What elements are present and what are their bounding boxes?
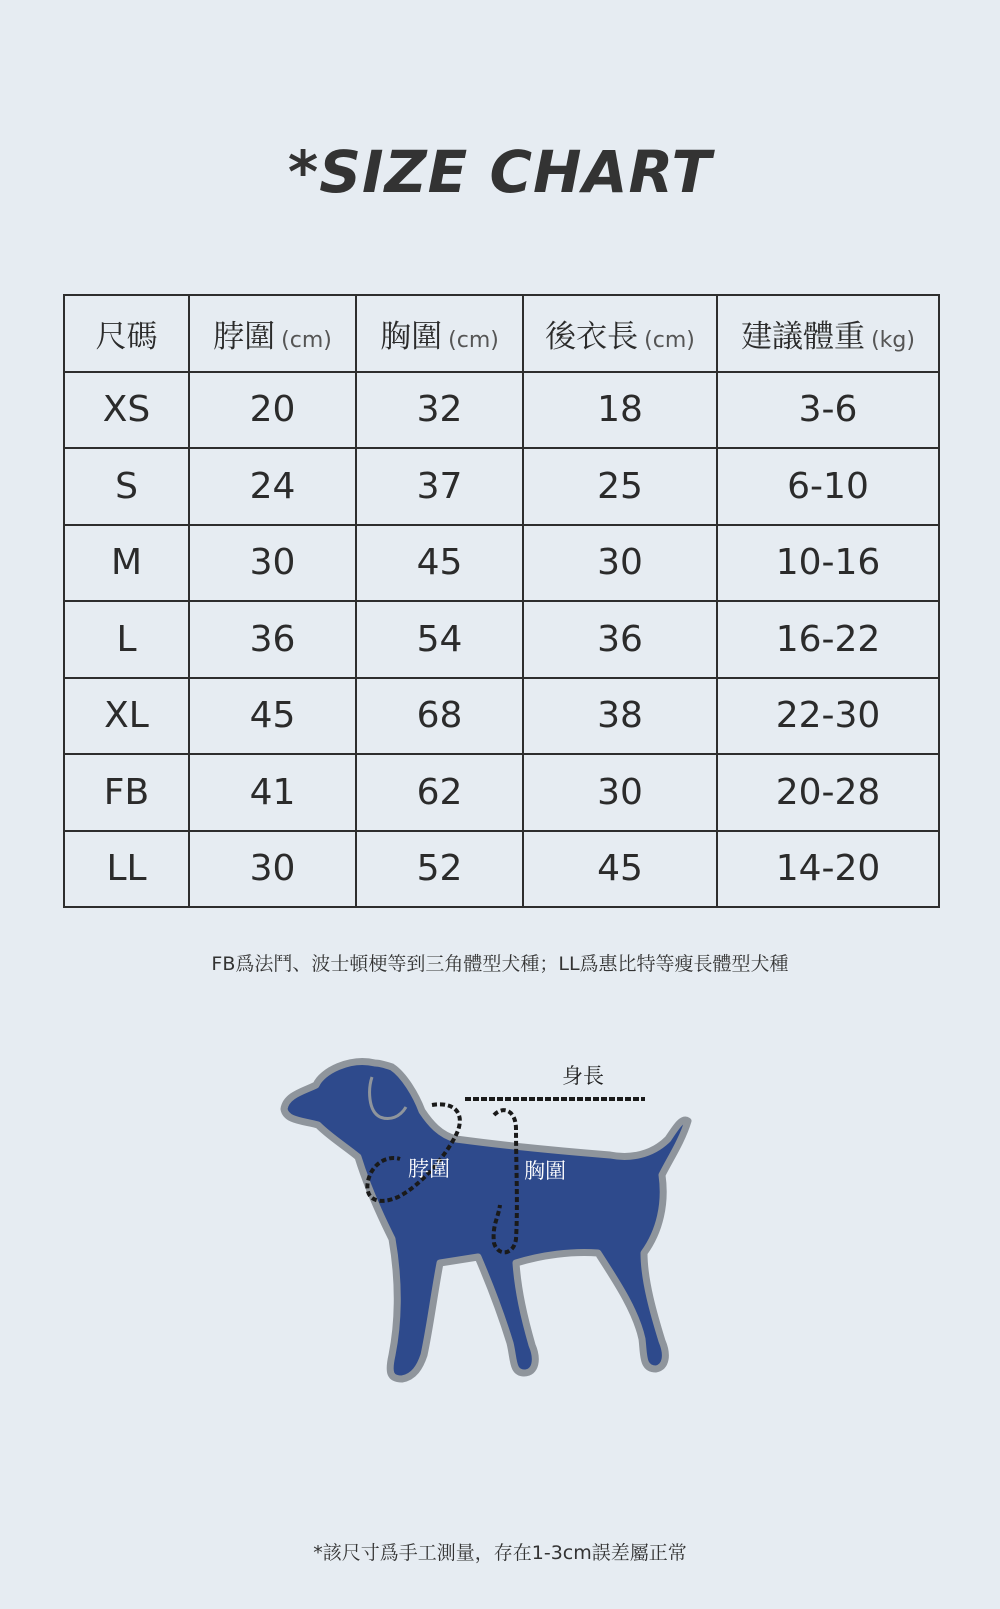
table-cell: 36 xyxy=(189,601,356,678)
table-cell: 37 xyxy=(356,448,523,525)
table-cell: 45 xyxy=(523,831,717,908)
table-row xyxy=(64,372,939,449)
table-cell: 30 xyxy=(523,525,717,602)
breed-note: FB爲法鬥、波士頓梗等到三角體型犬種；LL爲惠比特等瘦長體型犬種 xyxy=(211,953,789,975)
header-neck: 脖圍 (cm) xyxy=(189,295,356,372)
table-cell: 18 xyxy=(523,372,717,449)
neck-label: 脖圍 xyxy=(408,1157,450,1181)
table-cell: 24 xyxy=(189,448,356,525)
measurement-footnote: *該尺寸爲手工測量，存在1-3cm誤差屬正常 xyxy=(313,1542,687,1564)
table-cell: LL xyxy=(64,831,189,908)
table-cell: L xyxy=(64,601,189,678)
table-row xyxy=(64,525,939,602)
table-cell: 20 xyxy=(189,372,356,449)
table-cell: 30 xyxy=(189,525,356,602)
chest-label: 胸圍 xyxy=(524,1159,566,1183)
table-cell: 10-16 xyxy=(717,525,939,602)
table-cell: FB xyxy=(64,754,189,831)
table-row xyxy=(64,601,939,678)
table-cell: 25 xyxy=(523,448,717,525)
size-table xyxy=(63,294,940,908)
table-cell: 45 xyxy=(356,525,523,602)
table-cell: 54 xyxy=(356,601,523,678)
table-cell: 20-28 xyxy=(717,754,939,831)
table-row xyxy=(64,678,939,755)
table-cell: 38 xyxy=(523,678,717,755)
header-size: 尺碼 xyxy=(64,295,189,372)
table-cell: 6-10 xyxy=(717,448,939,525)
table-cell: XS xyxy=(64,372,189,449)
dog-illustration xyxy=(280,1055,720,1425)
table-cell: 62 xyxy=(356,754,523,831)
table-cell: M xyxy=(64,525,189,602)
table-row xyxy=(64,754,939,831)
header-chest: 胸圍 (cm) xyxy=(356,295,523,372)
table-header-row xyxy=(64,295,939,372)
page-title: *SIZE CHART xyxy=(287,138,713,206)
table-cell: 36 xyxy=(523,601,717,678)
table-cell: 30 xyxy=(189,831,356,908)
table-row xyxy=(64,448,939,525)
table-cell: 30 xyxy=(523,754,717,831)
table-cell: 68 xyxy=(356,678,523,755)
dog-measurement-diagram xyxy=(280,1055,720,1425)
body-length-label: 身長 xyxy=(562,1064,604,1088)
table-cell: S xyxy=(64,448,189,525)
table-cell: 3-6 xyxy=(717,372,939,449)
table-cell: XL xyxy=(64,678,189,755)
dog-silhouette xyxy=(284,1062,688,1379)
table-cell: 45 xyxy=(189,678,356,755)
header-weight: 建議體重 (kg) xyxy=(717,295,939,372)
table-row xyxy=(64,831,939,908)
table-cell: 16-22 xyxy=(717,601,939,678)
table-cell: 32 xyxy=(356,372,523,449)
table-cell: 52 xyxy=(356,831,523,908)
table-cell: 22-30 xyxy=(717,678,939,755)
table-cell: 14-20 xyxy=(717,831,939,908)
header-back-length: 後衣長 (cm) xyxy=(523,295,717,372)
table-cell: 41 xyxy=(189,754,356,831)
